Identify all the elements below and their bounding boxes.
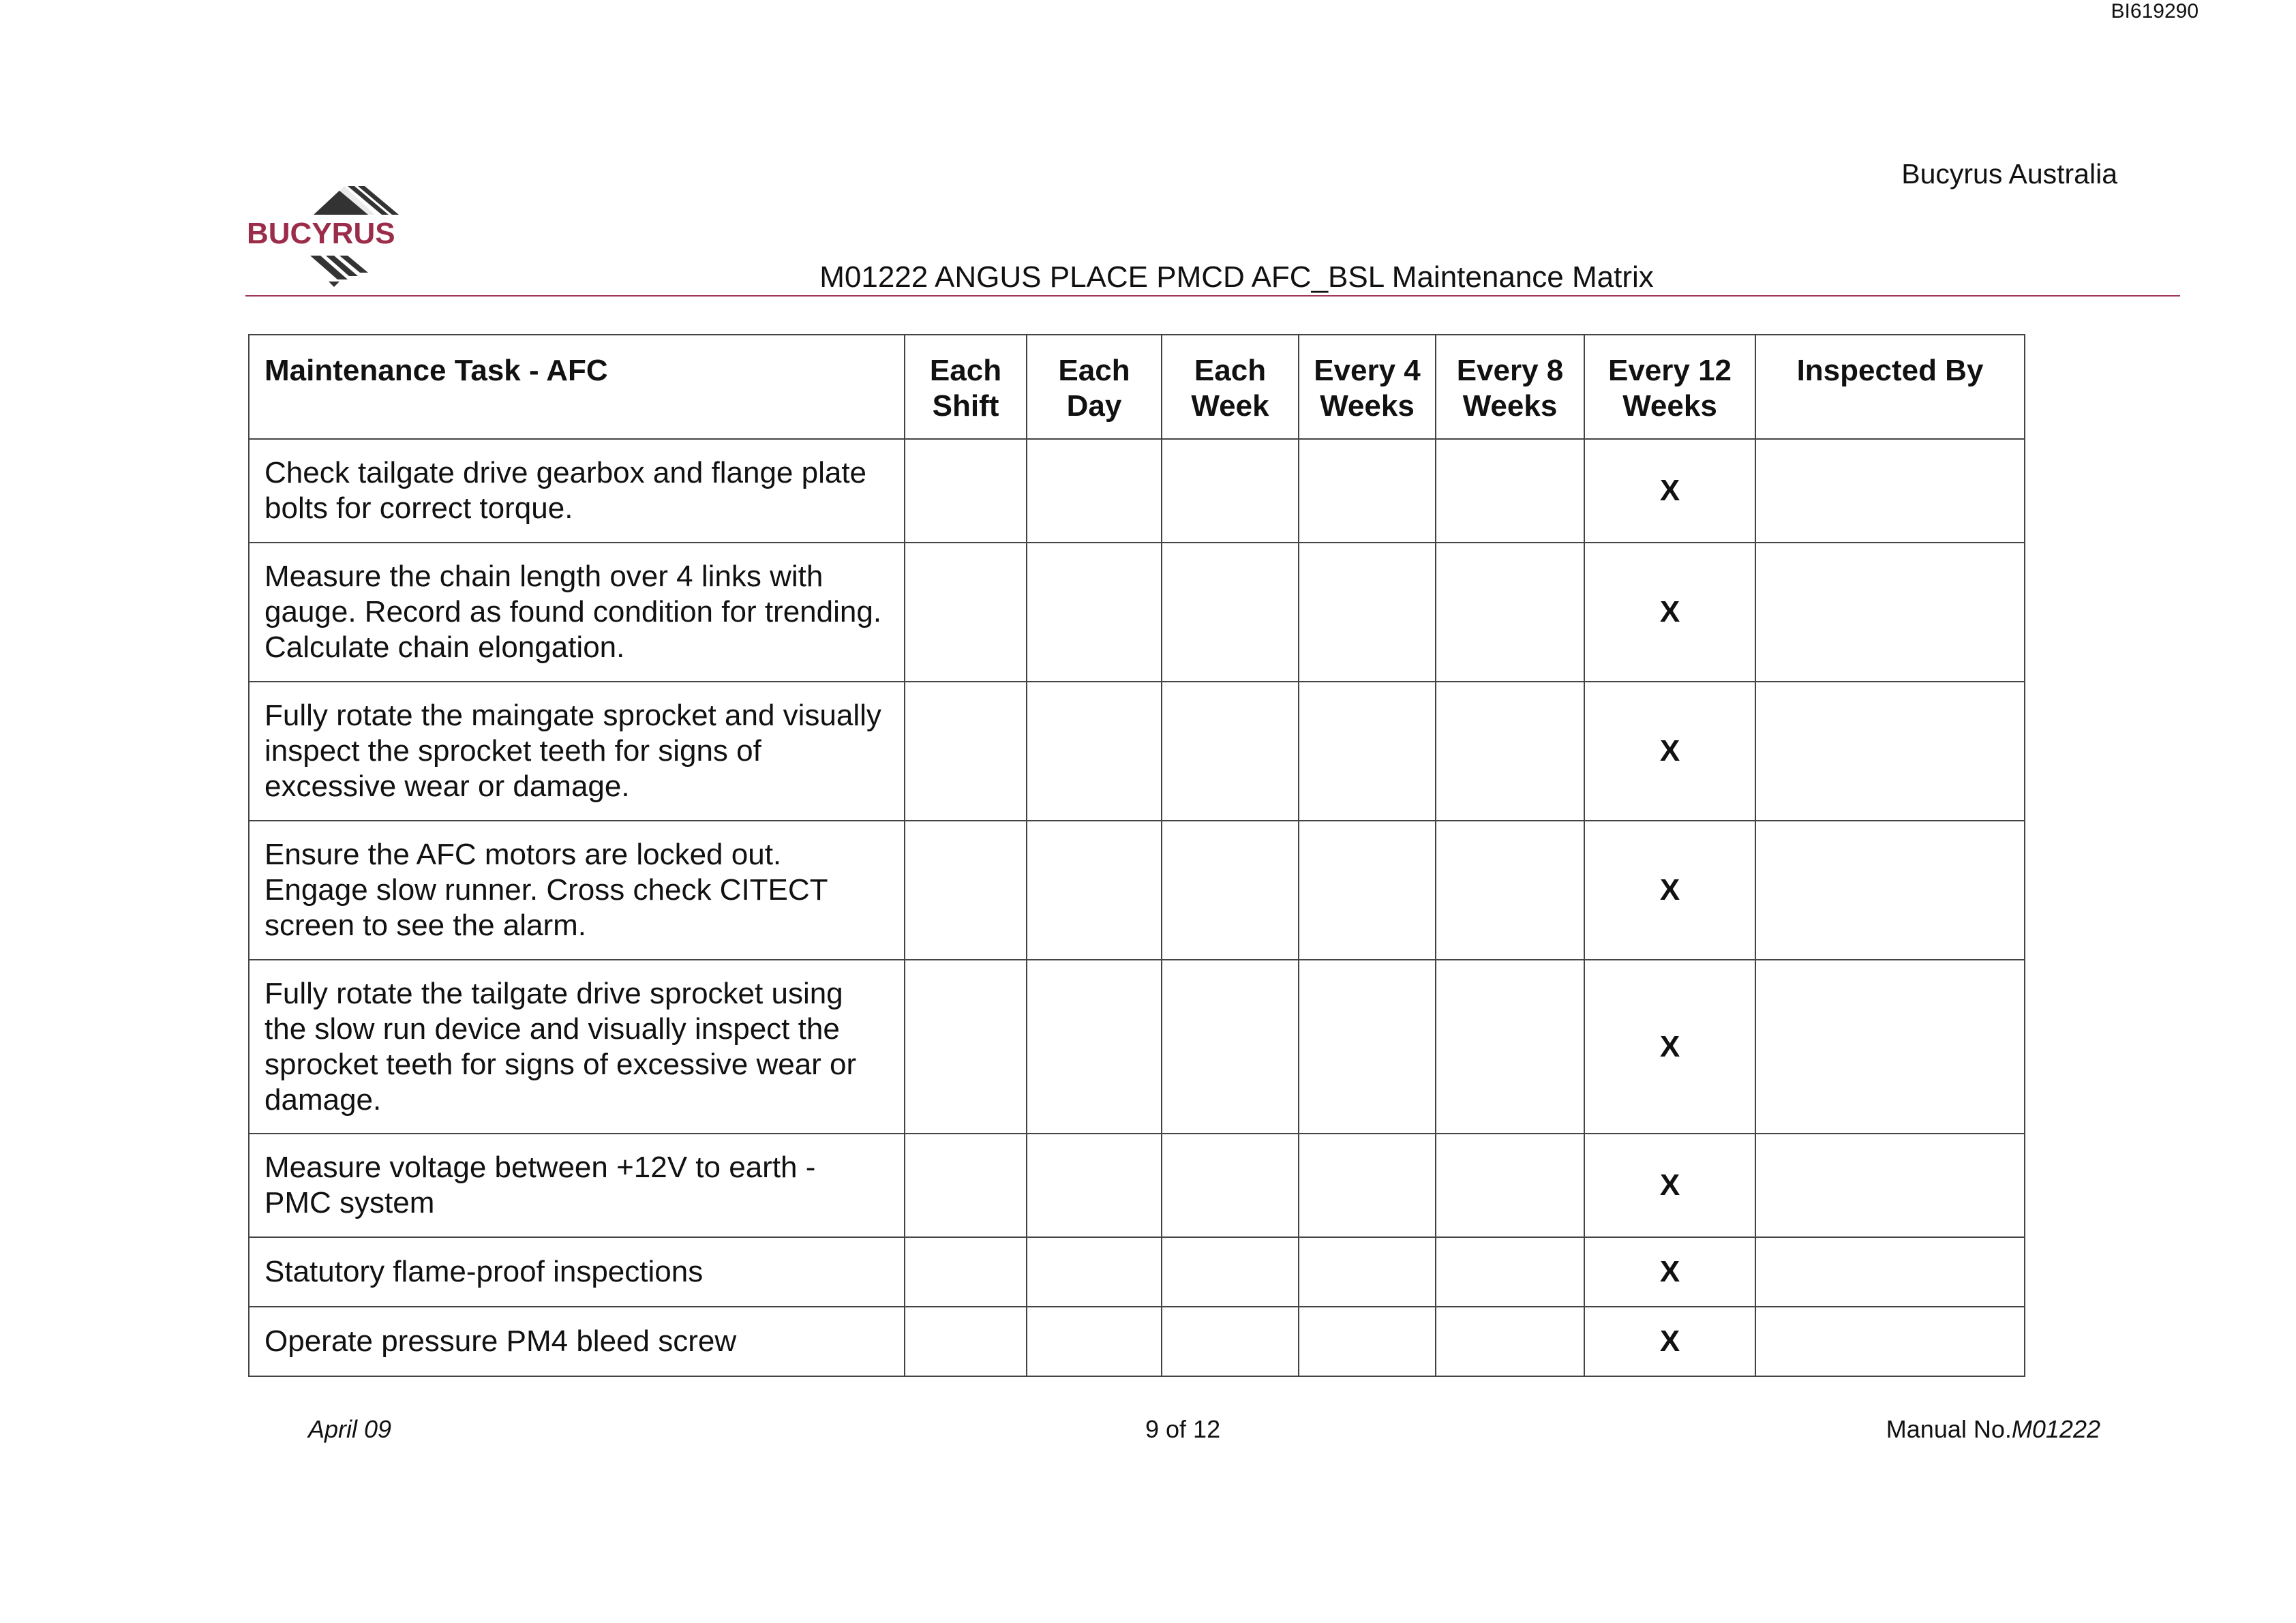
mark-cell	[1162, 543, 1299, 682]
mark-cell: X	[1584, 682, 1755, 821]
task-cell: Fully rotate the tailgate drive sprocket using the slow run device and visually inspect the sprocket teeth for signs of excessive wear or damage.	[249, 960, 905, 1134]
mark-cell	[1436, 1307, 1584, 1376]
mark-cell: X	[1584, 543, 1755, 682]
mark-cell	[1436, 682, 1584, 821]
task-cell: Operate pressure PM4 bleed screw	[249, 1307, 905, 1376]
mark-cell	[1027, 682, 1162, 821]
mark-cell	[1027, 1307, 1162, 1376]
mark-cell	[1436, 543, 1584, 682]
table-row	[249, 1134, 2025, 1237]
inspected-by-cell	[1755, 821, 2025, 960]
header-rule	[245, 295, 2180, 297]
mark-cell	[1027, 1237, 1162, 1307]
header-row	[249, 335, 2025, 439]
mark-cell	[1436, 1237, 1584, 1307]
mark-cell: X	[1584, 960, 1755, 1134]
column-header: Every 12 Weeks	[1584, 335, 1755, 439]
inspected-by-cell	[1755, 1134, 2025, 1237]
task-cell: Measure the chain length over 4 links with gauge. Record as found condition for trending. Calculate chain elongation.	[249, 543, 905, 682]
mark-cell	[1162, 960, 1299, 1134]
table-row	[249, 682, 2025, 821]
task-cell: Fully rotate the maingate sprocket and visually inspect the sprocket teeth for signs of excessive wear or damage.	[249, 682, 905, 821]
mark-cell	[905, 960, 1027, 1134]
page-title: M01222 ANGUS PLACE PMCD AFC_BSL Maintenance Matrix	[819, 260, 1654, 294]
table-row	[249, 960, 2025, 1134]
table-row	[249, 1307, 2025, 1376]
mark-cell	[1436, 960, 1584, 1134]
mark-cell	[1162, 1307, 1299, 1376]
inspected-by-cell	[1755, 543, 2025, 682]
table-row	[249, 439, 2025, 543]
mark-cell	[1162, 439, 1299, 543]
mark-cell	[905, 821, 1027, 960]
column-header: Every 4 Weeks	[1299, 335, 1436, 439]
mark-cell	[1162, 682, 1299, 821]
column-header: Maintenance Task - AFC	[249, 335, 905, 439]
mark-cell	[1162, 821, 1299, 960]
mark-cell: X	[1584, 1307, 1755, 1376]
inspected-by-cell	[1755, 1237, 2025, 1307]
mark-cell	[1299, 1134, 1436, 1237]
mark-cell	[905, 682, 1027, 821]
mark-cell	[1027, 1134, 1162, 1237]
mark-cell	[1162, 1237, 1299, 1307]
mark-cell	[1299, 821, 1436, 960]
table-row	[249, 1237, 2025, 1307]
table-row	[249, 821, 2025, 960]
mark-cell: X	[1584, 1237, 1755, 1307]
inspected-by-cell	[1755, 960, 2025, 1134]
mark-cell	[1436, 439, 1584, 543]
mark-cell	[1027, 543, 1162, 682]
mark-cell	[1162, 1134, 1299, 1237]
inspected-by-cell	[1755, 1307, 2025, 1376]
task-cell: Check tailgate drive gearbox and flange plate bolts for correct torque.	[249, 439, 905, 543]
footer-page-number: 9 of 12	[1145, 1415, 1221, 1443]
mark-cell	[1299, 682, 1436, 821]
logo-text: BUCYRUS	[247, 217, 395, 250]
task-cell: Ensure the AFC motors are locked out. Engage slow runner. Cross check CITECT screen to see the alarm.	[249, 821, 905, 960]
inspected-by-cell	[1755, 682, 2025, 821]
mark-cell	[1299, 543, 1436, 682]
mark-cell	[1436, 821, 1584, 960]
mark-cell: X	[1584, 439, 1755, 543]
mark-cell	[1299, 960, 1436, 1134]
inspected-by-cell	[1755, 439, 2025, 543]
task-cell: Statutory flame-proof inspections	[249, 1237, 905, 1307]
mark-cell	[1027, 821, 1162, 960]
mark-cell	[905, 1134, 1027, 1237]
mark-cell: X	[1584, 1134, 1755, 1237]
mark-cell	[905, 439, 1027, 543]
document-id: BI619290	[2111, 0, 2199, 22]
footer-date: April 09	[308, 1415, 392, 1443]
mark-cell	[905, 1237, 1027, 1307]
footer-manual-number	[1886, 1415, 2100, 1444]
task-cell: Measure voltage between +12V to earth - PMC system	[249, 1134, 905, 1237]
column-header: Every 8 Weeks	[1436, 335, 1584, 439]
manual-number: M01222	[2011, 1415, 2100, 1443]
column-header: Each Shift	[905, 335, 1027, 439]
mark-cell	[1436, 1134, 1584, 1237]
mark-cell	[1299, 1237, 1436, 1307]
company-name: Bucyrus Australia	[1901, 158, 2117, 189]
table-row	[249, 543, 2025, 682]
mark-cell: X	[1584, 821, 1755, 960]
column-header: Inspected By	[1755, 335, 2025, 439]
mark-cell	[1299, 1307, 1436, 1376]
mark-cell	[1027, 439, 1162, 543]
mark-cell	[905, 1307, 1027, 1376]
mark-cell	[1027, 960, 1162, 1134]
maintenance-matrix-table	[248, 334, 2025, 1377]
column-header: Each Day	[1027, 335, 1162, 439]
manual-label: Manual No.	[1886, 1415, 2012, 1443]
column-header: Each Week	[1162, 335, 1299, 439]
mark-cell	[905, 543, 1027, 682]
mark-cell	[1299, 439, 1436, 543]
